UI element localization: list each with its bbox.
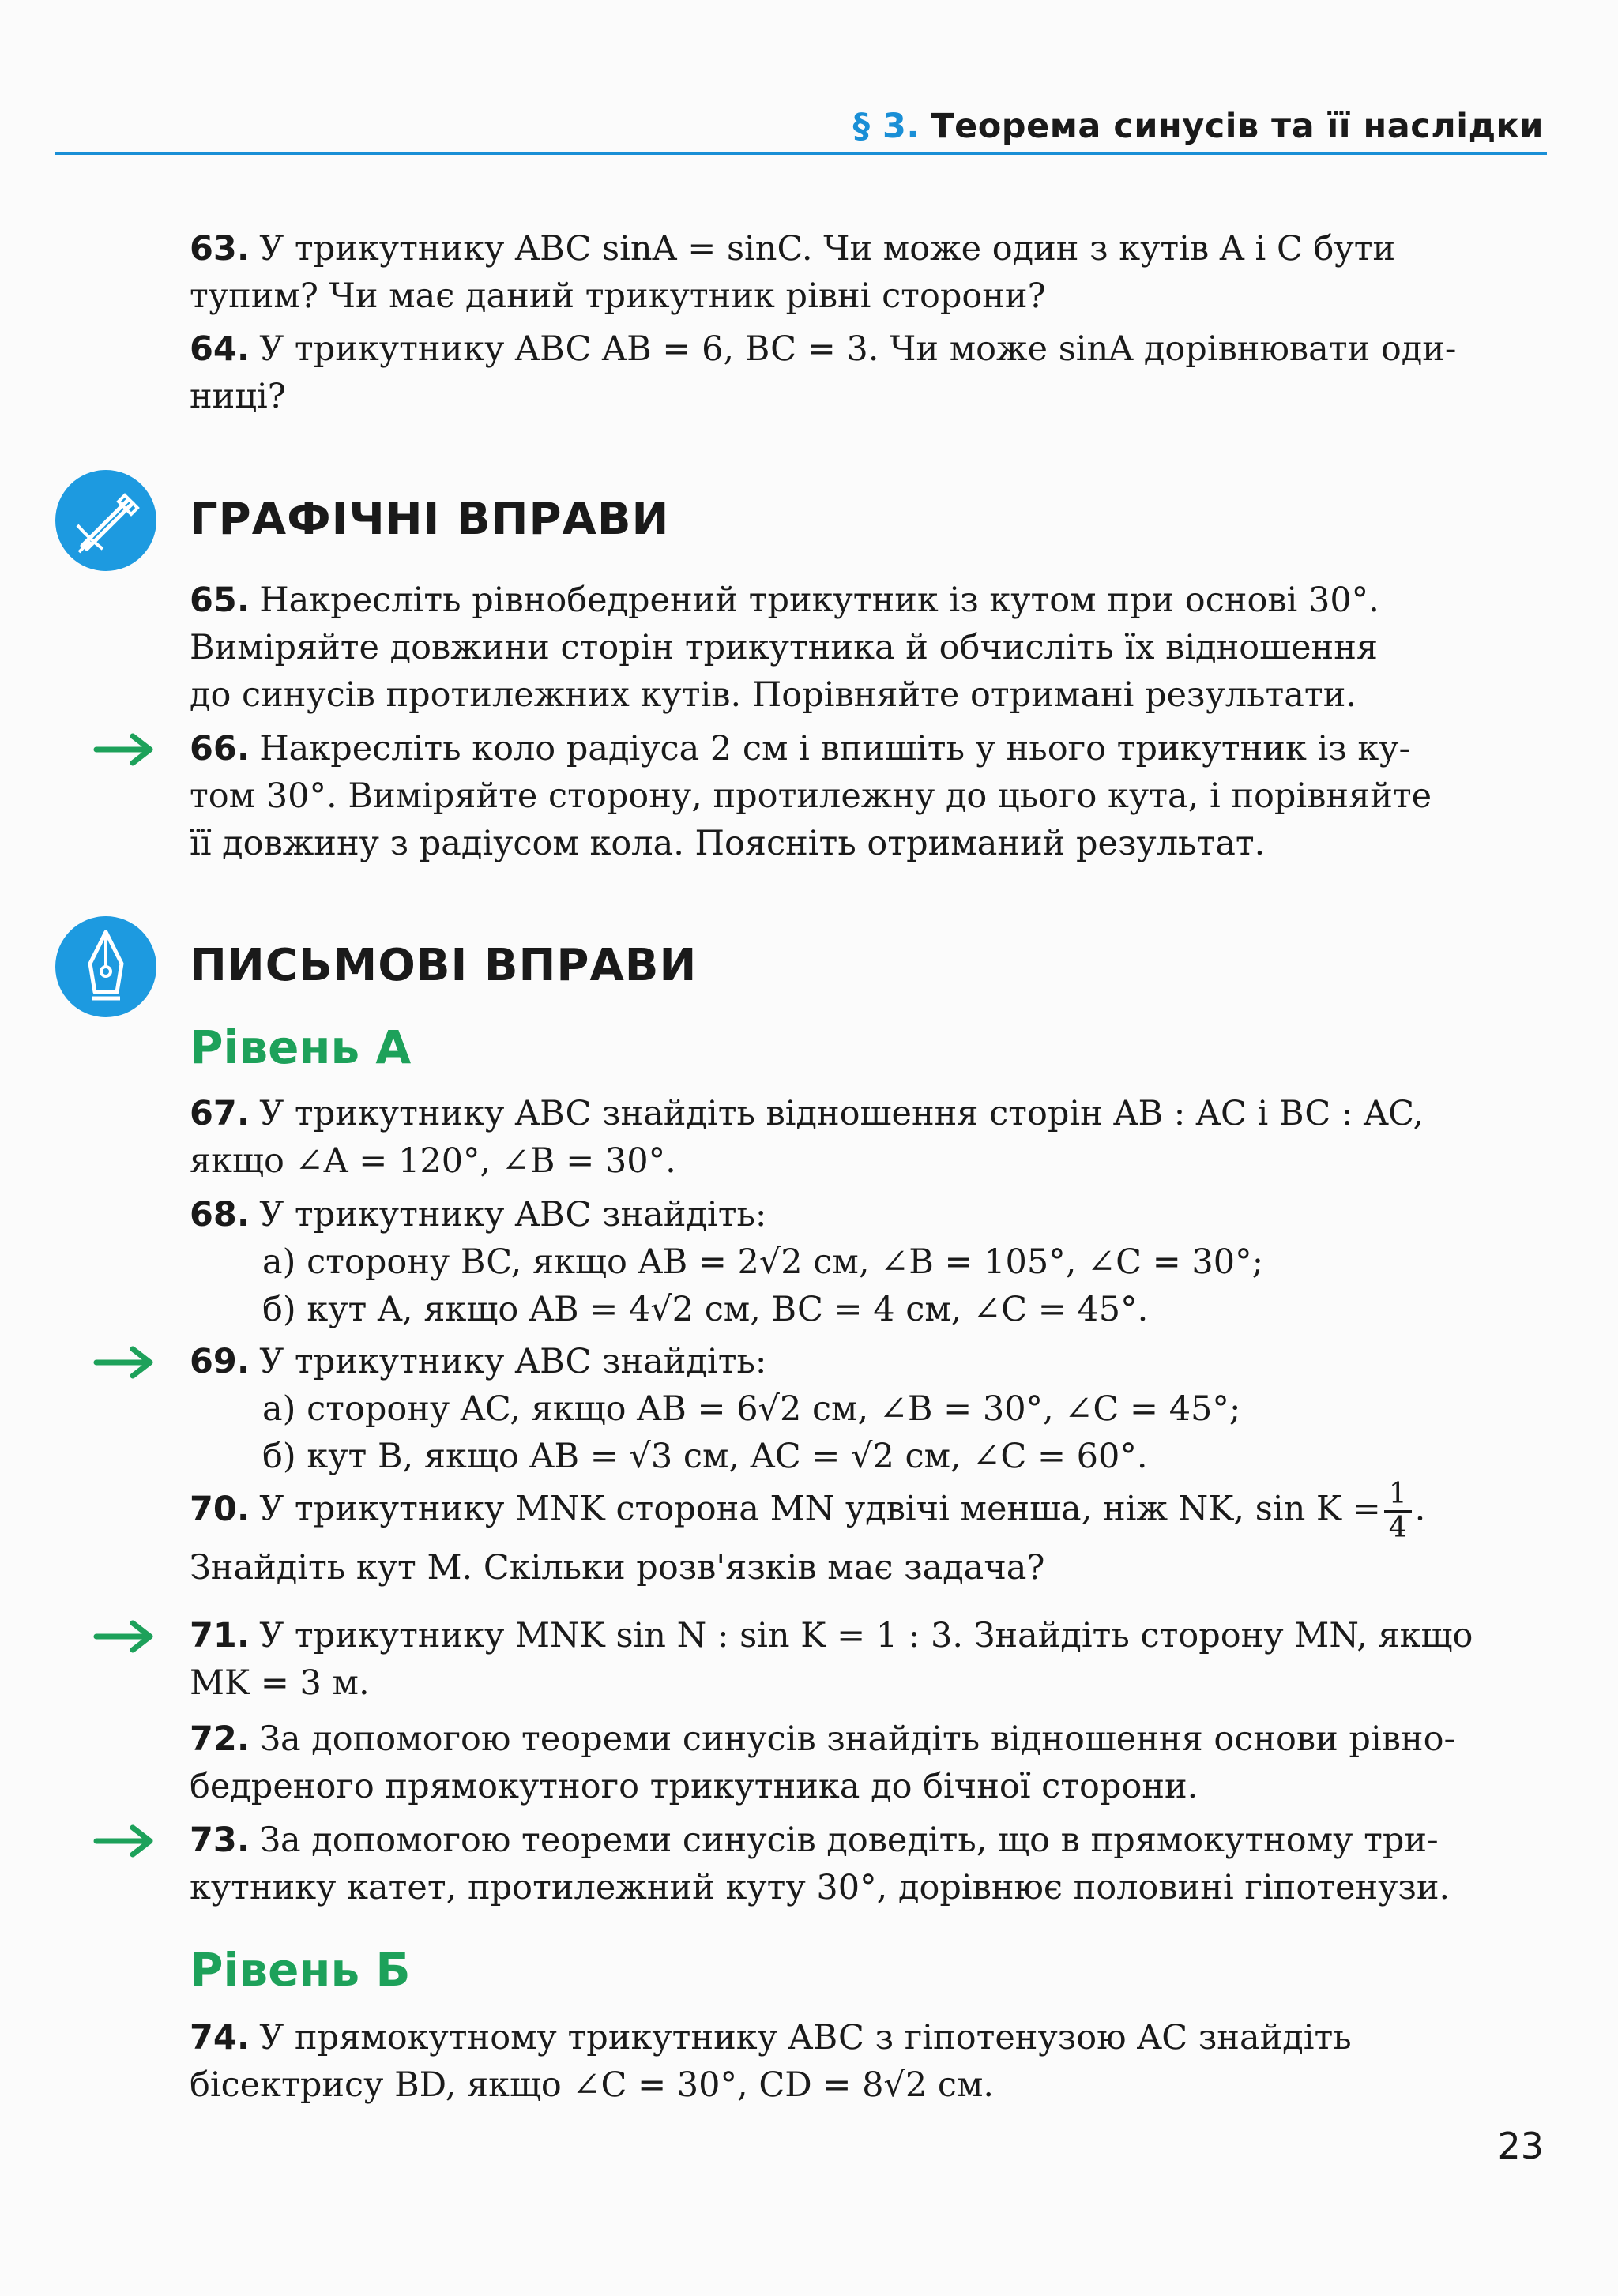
problem-number: 67. [190, 1094, 250, 1133]
problem-number: 72. [190, 1719, 250, 1759]
subproblem-b: б) кут A, якщо AB = 4√2 см, BC = 4 см, ∠C = 45°. [262, 1290, 1149, 1329]
problem-67 [190, 1090, 1547, 1185]
problem-text: ниці? [190, 377, 286, 416]
arrow-icon [93, 1617, 156, 1656]
fountain-pen-icon [55, 916, 156, 1017]
problem-text: У трикутнику ABC знайдіть відношення сторін AB : AC і BC : AC, [259, 1094, 1424, 1133]
problem-text: У трикутнику ABC sinA = sinC. Чи може один з кутів A і C бути [259, 229, 1396, 269]
problem-63 [190, 225, 1547, 320]
page-number: 23 [1497, 2125, 1544, 2167]
problem-text: бісектрису BD, якщо ∠C = 30°, CD = 8√2 см. [190, 2065, 995, 2105]
problem-number: 66. [190, 729, 250, 768]
problem-text: У трикутнику ABC знайдіть: [259, 1195, 767, 1234]
problem-number: 63. [190, 229, 250, 269]
problem-66 [190, 725, 1547, 867]
arrow-icon [93, 1343, 156, 1382]
fraction-numerator: 1 [1384, 1479, 1412, 1513]
subproblem-b: б) кут B, якщо AB = √3 см, AC = √2 см, ∠C = 60°. [262, 1437, 1148, 1476]
problem-65 [190, 577, 1547, 719]
section-heading: ГРАФІЧНІ ВПРАВИ [190, 494, 670, 545]
problem-64 [190, 325, 1547, 420]
problem-text: . [1414, 1489, 1426, 1529]
problem-73 [190, 1817, 1547, 1911]
problem-number: 74. [190, 2018, 250, 2057]
problem-text: У трикутнику ABC знайдіть: [259, 1342, 767, 1381]
problem-number: 71. [190, 1616, 250, 1655]
fraction-denominator: 4 [1388, 1512, 1407, 1544]
subproblem-a: а) сторону AC, якщо AB = 6√2 см, ∠B = 30°, ∠C = 45°; [262, 1389, 1241, 1429]
problem-71 [190, 1612, 1547, 1707]
problem-text: бедреного прямокутного трикутника до бічної сторони. [190, 1767, 1198, 1806]
problem-number: 64. [190, 329, 250, 369]
problem-text: тупим? Чи має даний трикутник рівні сторони? [190, 276, 1046, 316]
arrow-icon [93, 730, 156, 769]
problem-text: У трикутнику ABC AB = 6, BC = 3. Чи може sinA дорівнювати оди- [259, 329, 1457, 369]
problem-text: У трикутнику MNK sin N : sin K = 1 : 3. Знайдіть сторону MN, якщо [259, 1616, 1473, 1655]
level-b-heading: Рівень Б [190, 1943, 411, 1997]
subproblem-a: а) сторону BC, якщо AB = 2√2 см, ∠B = 105°, ∠C = 30°; [262, 1242, 1264, 1282]
problem-text: її довжину з радіусом кола. Поясніть отриманий результат. [190, 824, 1266, 863]
problem-number: 70. [190, 1489, 250, 1529]
problem-number: 68. [190, 1195, 250, 1234]
problem-number: 65. [190, 581, 250, 620]
problem-number: 69. [190, 1342, 250, 1381]
problem-text: Знайдіть кут M. Скільки розв'язків має задача? [190, 1548, 1045, 1588]
problem-68 [190, 1191, 1547, 1333]
problem-text: MK = 3 м. [190, 1663, 370, 1703]
problem-74 [190, 2014, 1547, 2109]
problem-text: За допомогою теореми синусів доведіть, що в прямокутному три- [259, 1821, 1439, 1860]
arrow-icon [93, 1821, 156, 1861]
problem-70 [190, 1479, 1547, 1591]
problem-text: У прямокутному трикутнику ABC з гіпотенузою AC знайдіть [259, 2018, 1352, 2057]
section-number: § 3. [852, 107, 920, 146]
fraction [1384, 1479, 1412, 1544]
problem-text: до синусів протилежних кутів. Порівняйте отримані результати. [190, 675, 1357, 715]
header-rule [55, 152, 1547, 155]
problem-text: Виміряйте довжини сторін трикутника й обчисліть їх відношення [190, 628, 1378, 667]
problem-69 [190, 1338, 1547, 1480]
running-header [853, 107, 1544, 146]
problem-text: Накресліть рівнобедрений трикутник із кутом при основі 30°. [259, 581, 1379, 620]
problem-text: У трикутнику MNK сторона MN удвічі менша, ніж NK, sin K = [259, 1489, 1381, 1529]
level-a-heading: Рівень А [190, 1020, 412, 1074]
problem-text: кутнику катет, протилежний куту 30°, дорівнює половині гіпотенузи. [190, 1868, 1451, 1907]
problem-number: 73. [190, 1821, 250, 1860]
problem-text: том 30°. Виміряйте сторону, протилежну до цього кута, і порівняйте [190, 776, 1432, 816]
problem-text: Накресліть коло радіуса 2 см і впишіть у нього трикутник із ку- [259, 729, 1411, 768]
section-title: Теорема синусів та її наслідки [931, 107, 1544, 146]
problem-72 [190, 1715, 1547, 1810]
section-heading: ПИСЬМОВІ ВПРАВИ [190, 940, 698, 991]
drawing-tools-icon [55, 470, 156, 571]
problem-text: За допомогою теореми синусів знайдіть відношення основи рівно- [259, 1719, 1455, 1759]
problem-text: якщо ∠A = 120°, ∠B = 30°. [190, 1141, 676, 1181]
